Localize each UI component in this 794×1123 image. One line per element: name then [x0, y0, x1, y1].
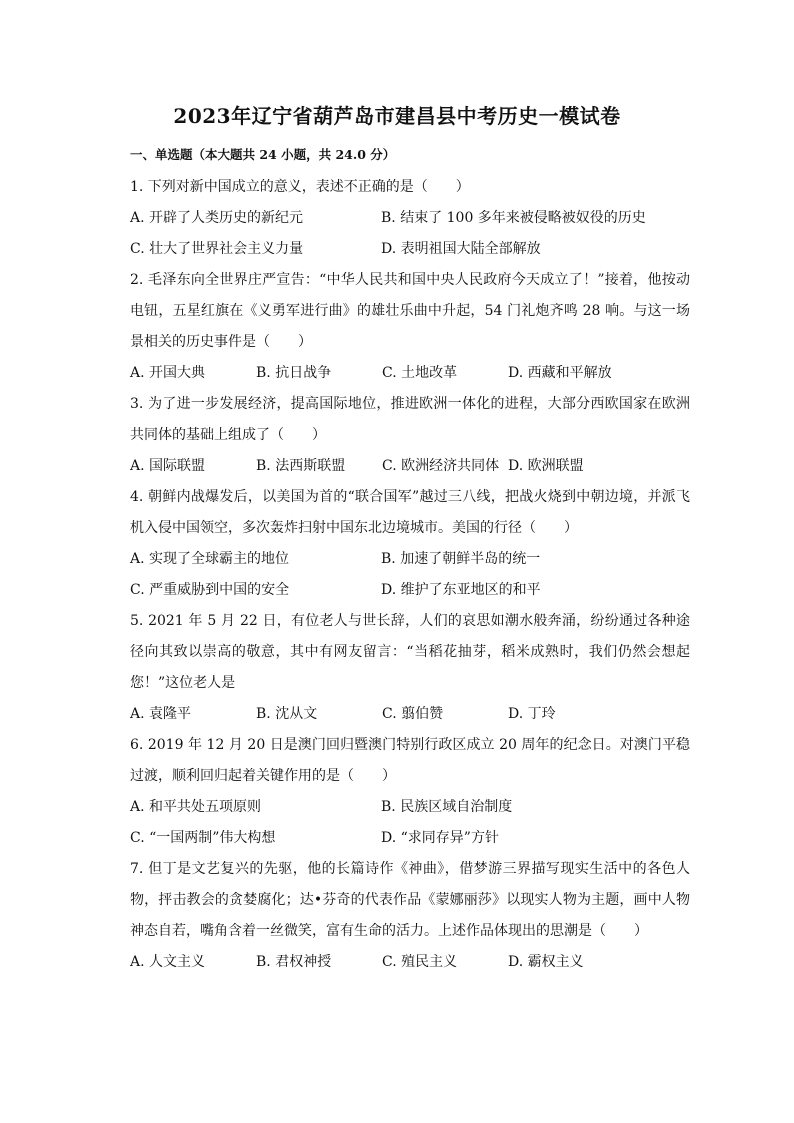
question-stem: 5. 2021 年 5 月 22 日，有位老人与世长辞，人们的哀思如潮水般奔涌，纷纷通过各种途径向其致以崇高的敬意，其中有网友留言：“当稻花抽芽，稻米成熟时，我们仍然会想起您！”这位老人是 — [130, 613, 690, 691]
option-d: D. “求同存异”方针 — [381, 830, 499, 846]
question-item — [130, 172, 690, 265]
option-c: C. 殖民主义 — [382, 954, 458, 970]
option-group — [130, 451, 690, 482]
option-group — [130, 947, 690, 978]
option-c: C. 欧洲经济共同体 — [382, 458, 500, 474]
question-item — [130, 606, 690, 730]
option-c: C. 壮大了世界社会主义力量 — [130, 241, 304, 257]
option-c: C. “一国两制”伟大构想 — [130, 830, 276, 846]
question-item — [130, 854, 690, 978]
option-d: D. 表明祖国大陆全部解放 — [381, 241, 541, 257]
question-item — [130, 482, 690, 606]
option-d: D. 西藏和平解放 — [508, 365, 612, 381]
option-b: B. 君权神授 — [256, 954, 332, 970]
question-item — [130, 730, 690, 854]
option-c: C. 严重威胁到中国的安全 — [130, 582, 290, 598]
option-d: D. 维护了东亚地区的和平 — [381, 582, 541, 598]
option-a: A. 开辟了人类历史的新纪元 — [130, 210, 304, 226]
question-stem: 6. 2019 年 12 月 20 日是澳门回归暨澳门特别行政区成立 20 周年的纪念日。对澳门平稳过渡，顺利回归起着关键作用的是（ ） — [130, 737, 690, 784]
option-group — [130, 203, 690, 265]
question-stem: 2. 毛泽东向全世界庄严宣告：“中华人民共和国中央人民政府今天成立了！”接着，他按动电钮，五星红旗在《义勇军进行曲》的雄壮乐曲中升起，54 门礼炮齐鸣 28 响。与这一场景相关的历史事件是（ ） — [130, 272, 690, 350]
option-a: A. 和平共处五项原则 — [130, 799, 262, 815]
exam-title: 2023年辽宁省葫芦岛市建昌县中考历史一模试卷 — [173, 104, 621, 128]
option-b: B. 民族区域自治制度 — [381, 799, 513, 815]
option-a: A. 实现了全球霸主的地位 — [130, 551, 290, 567]
option-group — [130, 544, 690, 606]
question-item — [130, 389, 690, 482]
question-item — [130, 265, 690, 389]
option-d: D. 欧洲联盟 — [508, 458, 584, 474]
option-a: A. 袁隆平 — [130, 706, 192, 722]
option-d: D. 丁玲 — [508, 706, 556, 722]
question-stem: 3. 为了进一步发展经济，提高国际地位，推进欧洲一体化的进程，大部分西欧国家在欧洲共同体的基础上组成了（ ） — [130, 396, 690, 443]
option-b: B. 沈从文 — [256, 706, 318, 722]
option-b: B. 抗日战争 — [256, 365, 332, 381]
option-b: B. 加速了朝鲜半岛的统一 — [381, 551, 541, 567]
question-stem: 1. 下列对新中国成立的意义，表述不正确的是（ ） — [130, 179, 470, 195]
option-c: C. 翦伯赞 — [382, 706, 444, 722]
option-a: A. 开国大典 — [130, 365, 206, 381]
question-stem: 4. 朝鲜内战爆发后，以美国为首的“联合国军”越过三八线，把战火烧到中朝边境，并派飞机入侵中国领空，多次轰炸扫射中国东北边境城市。美国的行径（ ） — [130, 489, 690, 536]
option-group — [130, 699, 690, 730]
option-d: D. 霸权主义 — [508, 954, 584, 970]
option-b: B. 结束了 100 多年来被侵略被奴役的历史 — [381, 210, 646, 226]
option-group — [130, 792, 690, 854]
option-group — [130, 358, 690, 389]
question-list — [130, 172, 690, 978]
option-b: B. 法西斯联盟 — [256, 458, 346, 474]
option-c: C. 土地改革 — [382, 365, 458, 381]
question-stem: 7. 但丁是文艺复兴的先驱，他的长篇诗作《神曲》，借梦游三界描写现实生活中的各色人物，抨击教会的贪婪腐化；达•芬奇的代表作品《蒙娜丽莎》以现实人物为主题，画中人物神态自若，嘴角含着一丝微笑，富有生命的活力。上述作品体现出的思潮是（ ） — [130, 861, 690, 939]
option-a: A. 人文主义 — [130, 954, 206, 970]
option-a: A. 国际联盟 — [130, 458, 206, 474]
section-heading: 一、单选题（本大题共 24 小题，共 24.0 分） — [130, 147, 396, 162]
